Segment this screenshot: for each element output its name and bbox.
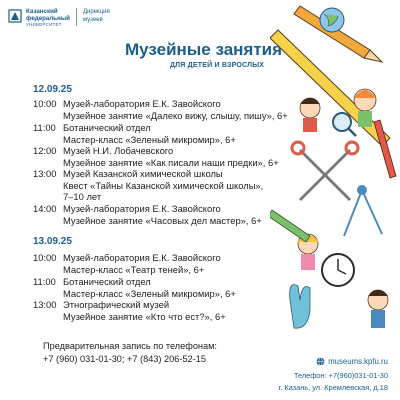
event-time: 14:00 [33, 203, 57, 214]
globe-icon [316, 357, 325, 366]
booking-info [43, 340, 217, 365]
event-time: 10:00 [33, 252, 57, 263]
event-description [63, 252, 221, 275]
event-description [63, 98, 288, 121]
logo-line-2: федеральный [26, 15, 70, 22]
kfu-logo [8, 8, 110, 27]
event-venue: Музей-лаборатория Е.К. Завойского [63, 98, 221, 109]
event-venue: Ботанический отдел [63, 122, 151, 133]
event-time: 11:00 [33, 122, 56, 133]
contact-phone: Телефон: +7(960)031-01-30 [293, 371, 388, 380]
university-emblem-icon [8, 9, 22, 23]
event-time: 11:00 [33, 276, 56, 287]
university-name [26, 8, 70, 27]
event-time: 13:00 [33, 299, 57, 310]
child-boy-bottom-icon [368, 290, 388, 328]
clock-icon [322, 254, 354, 286]
event-title: Музейное занятие «Кто что ест?», 6+ [63, 310, 226, 322]
event-venue: Музей Казанской химической школы [63, 168, 223, 179]
event-venue: Музей-лаборатория Е.К. Завойского [63, 203, 221, 214]
event-age: 7–10 лет [63, 191, 102, 203]
logo-divider [76, 8, 77, 26]
contact-details [279, 370, 389, 393]
event-title: Музейное занятие «Далеко вижу, слышу, пишу», 6+ [63, 109, 288, 121]
globe-illustration-icon [320, 8, 344, 32]
event-title: Квест «Тайны Казанской химической школы», [63, 179, 264, 191]
event-description [63, 299, 226, 322]
booking-phones: +7 (960) 031-01-30; +7 (843) 206-52-15 [43, 353, 206, 364]
glove-icon [290, 285, 310, 329]
ruler-icon [270, 30, 390, 146]
child-boy-icon [300, 98, 320, 132]
event-venue: Музей-лаборатория Е.К. Завойского [63, 252, 221, 263]
event-title: Музейное занятие «Часовых дел мастер», 6+ [63, 214, 262, 226]
dept-line-2: музеев [82, 17, 103, 23]
event-description [63, 203, 262, 226]
event-venue: Этнографический музей [63, 299, 170, 310]
event-description [63, 168, 263, 203]
event-title: Мастер-класс «Театр теней», 6+ [63, 263, 205, 275]
page-title: Музейные занятия [125, 40, 283, 59]
event-description [63, 145, 279, 168]
department-name [83, 8, 110, 24]
decorative-illustration [270, 0, 400, 340]
event-description [63, 276, 236, 299]
page-subtitle: ДЛЯ ДЕТЕЙ И ВЗРОСЛЫХ [170, 62, 265, 69]
day-2-date: 13.09.25 [33, 236, 72, 247]
day-1-date: 12.09.25 [33, 84, 72, 95]
event-title: Мастер-класс «Зеленый микромир», 6+ [63, 287, 236, 299]
compass-icon [344, 185, 382, 236]
scissors-icon [292, 142, 358, 200]
logo-line-1: Казанский [26, 8, 58, 15]
event-venue: Музей Н.И. Лобачевского [63, 145, 174, 156]
event-time: 13:00 [33, 168, 57, 179]
dept-line-1: Дирекция [82, 9, 110, 15]
event-time: 10:00 [33, 98, 57, 109]
event-title: Мастер-класс «Зеленый микромир», 6+ [63, 133, 236, 145]
event-time: 12:00 [33, 145, 57, 156]
logo-line-3: УНИВЕРСИТЕТ [26, 22, 62, 27]
contact-address: г. Казань, ул. Кремлевская, д.18 [278, 382, 388, 392]
event-description [63, 122, 236, 145]
website-url: museums.kpfu.ru [328, 357, 388, 366]
event-title: Музейное занятие «Как писали наши предки», 6+ [63, 156, 279, 168]
event-venue: Ботанический отдел [63, 276, 151, 287]
booking-label: Предварительная запись по телефонам: [43, 341, 217, 351]
website-link[interactable] [316, 357, 388, 366]
